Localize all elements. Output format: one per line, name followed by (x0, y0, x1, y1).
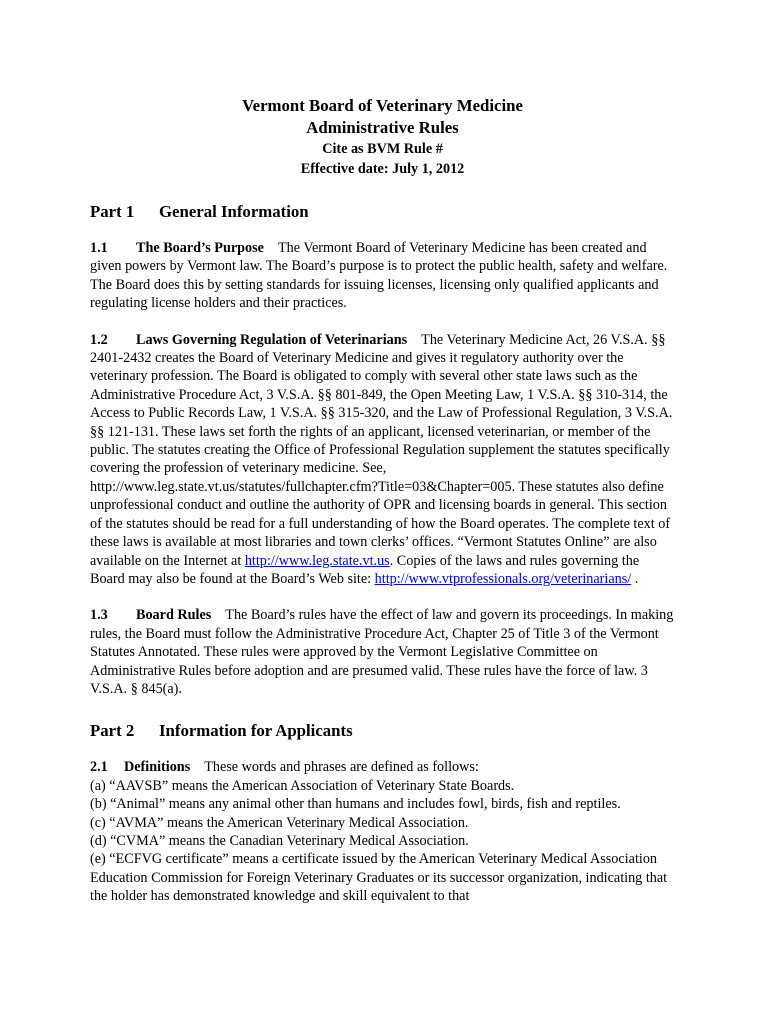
effective-date: Effective date: July 1, 2012 (300, 161, 465, 177)
definition-item: (a) “AAVSB” means the American Association of Veterinary State Boards. (90, 777, 515, 794)
section-2-1-title: Definitions (124, 759, 191, 776)
section-2-1-intro: These words and phrases are defined as follows: (204, 759, 479, 776)
section-1-2-text-end: . (631, 570, 639, 587)
part2-number: Part 2 (90, 721, 135, 741)
section-1-2-text: The Veterinary Medicine Act, 26 V.S.A. §§ 2401-2432 creates the Board of Veterinary Medicine and gives it regulatory authority over the veterinary profession. The Board is obligated to comply with several other state laws such as the Administrative Procedure Act, 3 V.S.A. §§ 801-849, the Open Meeting Law, 1 V.S.A. §§ 310-314, the Access to Public Records Law, 1 V.S.A. §§ 315-320, and the Law of Professional Regulation, 3 V.S.A. §§ 121-131. These laws set forth the rights of an applicant, licensed veterinarian, or member of the public. The statutes creating the Office of Professional Regulation supplement the statutes specifically covering the profession of veterinary medicine. See, http://www.leg.state.vt.us/statutes/fullchapter.cfm?Title=03&Chapter=005. These statutes also define unprofessional conduct and outline the authority of OPR and licensing boards in general. This section of the statutes should be read for a full understanding of how the Board operates. The complete text of these laws is available at most libraries and town clerks’ offices. “Vermont Statutes Online” are also available on the Internet at (90, 331, 673, 569)
section-1-2-title: Laws Governing Regulation of Veterinarians (136, 331, 408, 348)
section-1-1-text: The Vermont Board of Veterinary Medicine has been created and given powers by Vermont law. The Board’s purpose is to protect the public health, safety and welfare. The Board does this by setting standards for issuing licenses, licensing only qualified applicants and regulating license holders and their practices. (90, 240, 668, 312)
definition-item: (d) “CVMA” means the Canadian Veterinary Medical Association. (90, 832, 469, 849)
part1-heading (90, 201, 675, 223)
section-2-1-number: 2.1 (90, 759, 108, 776)
section-1-1-number: 1.1 (90, 240, 108, 256)
part1-number: Part 1 (90, 202, 135, 221)
definition-item: (b) “Animal” means any animal other than humans and includes fowl, birds, fish and reptiles. (90, 796, 621, 813)
section-1-3-text: The Board’s rules have the effect of law and govern its proceedings. In making rules, the Board must follow the Administrative Procedure Act, Chapter 25 of Title 3 of the Vermont Statutes Annotated. These rules were approved by the Vermont Legislative Committee on Administrative Rules before adoption and are presumed valid. These rules have the force of law. 3 V.S.A. § 845(a). (90, 607, 674, 697)
part2-title: Information for Applicants (159, 721, 353, 741)
section-1-1 (90, 239, 675, 313)
section-1-3-title: Board Rules (136, 607, 212, 624)
document-title: Vermont Board of Veterinary Medicine (242, 96, 523, 115)
definition-item: (e) “ECFVG certificate” means a certificate issued by the American Veterinary Medical Association Education Commission for Foreign Veterinary Graduates or its successor organization, indicating that the holder has demonstrated knowledge and skill equivalent to that (90, 851, 668, 905)
section-1-2-text-continued: . Copies of the laws and rules governing the Board may also be found at the Board’s Web site: (90, 552, 640, 587)
section-1-3 (90, 606, 675, 698)
section-2-1 (90, 758, 675, 905)
section-1-2 (90, 331, 675, 589)
leg-state-link[interactable]: http://www.leg.state.vt.us (244, 552, 390, 569)
document-page (90, 95, 675, 924)
section-1-2-number: 1.2 (90, 331, 108, 348)
part2-heading (90, 720, 675, 742)
citation-line: Cite as BVM Rule # (322, 141, 443, 157)
document-title-block (90, 95, 675, 179)
section-1-1-title: The Board’s Purpose (136, 240, 264, 256)
part1-title: General Information (159, 202, 309, 221)
vtprofessionals-link[interactable]: http://www.vtprofessionals.org/veterinarians/ (374, 570, 632, 587)
section-1-3-number: 1.3 (90, 607, 108, 624)
document-subtitle: Administrative Rules (306, 118, 459, 137)
definition-item: (c) “AVMA” means the American Veterinary Medical Association. (90, 814, 469, 831)
